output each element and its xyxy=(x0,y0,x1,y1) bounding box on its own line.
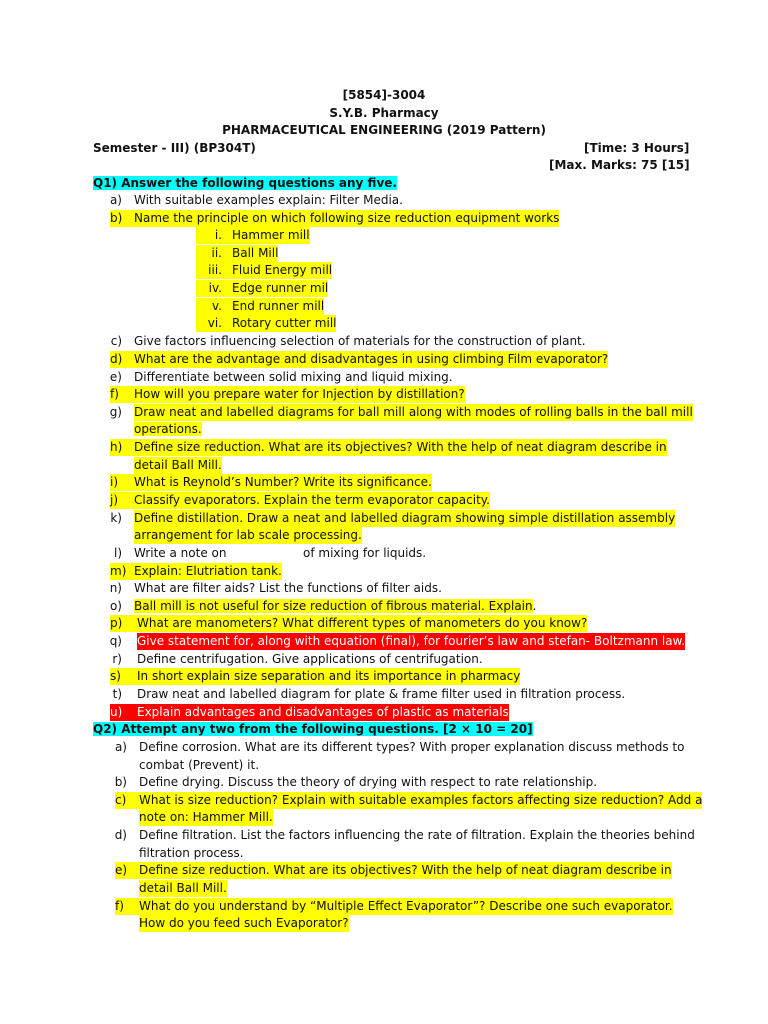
program-name: S.Y.B. Pharmacy xyxy=(329,106,439,120)
exam-page: [5854]-3004 S.Y.B. Pharmacy PHARMACEUTICAL ENGINEERING (2019 Pattern) Semester - III) (BP304T) [Time: 3 Hours] [Max. Marks: 75 [15] Q1) Answer the following questions any five. a) With suitable examples explain: Filter Media. b) Name the principle on which following size reduction equipment works i. Hammer mill ii. Ball Mill iii. Fluid Energy mill iv. Edge runner mil v. End runner mill vi. Rotary cutter mill c) Give factors influencing selection of materials for the construction of plant. d) What are the advantage and disadvantages in using climbing Film evaporator? e) Differentiate between solid mixing and liquid mixing. f) How will you prepare water for Injection by distillation? g) Draw neat and labelled diagrams for ball mill along with modes of rolling balls in the ball mill operations. h) Define size reduction. What are its objectives? With the help of neat diagram describe in detail Ball Mill. i) What is Reynold’s Number? Write its significance. j) Classify evaporators. Explain the term evaporator capacity. k) Define distillation. Draw a neat and labelled diagram showing simple distillation assembly arrangement for lab scale processing. l) Write a note on of mixing for liquids. m) Explain: Elutriation tank. n) What are filter aids? List the functions of filter aids. o) Ball mill is not useful for size reduction of fibrous material. Explain. p) What are manometers? What different types of manometers do you know? q) Give statement for, along with equation (final), for fourier’s law and stefan- Boltzmann law. r) Define centrifugation. Give applications of centrifugation. s) In short explain size separation and its importance in pharmacy t) Draw neat and labelled diagram for plate & frame filter used in filtration process. u) Explain advantages and disadvantages of plastic as materials Q2) Attempt any two from the following questions. [2 × 10 = 20] a) Define corrosion. What are its different types? With proper explanation discuss methods to combat (Prevent) it. b) Define drying. Discuss the theory of drying with respect to rate relationship. c) What is size reduction? Explain with suitable examples factors affecting size reduction? Add a note on: Hammer Mill. d) Define filtration. List the factors influencing the rate of filtration. Explain the theories behind filtration process. e) Define size reduction. What are its objectives? With the help of neat diagram describe in detail Ball Mill. f) What do you understand by “Multiple Effect Evaporator”? Describe one such evaporator. How do you feed such Evaporator? xyxy=(0,0,768,1024)
q2-title: Q2) Attempt any two from the following questions. [2 × 10 = 20] xyxy=(93,722,533,736)
marks-info: [Max. Marks: 75 [15] xyxy=(549,158,690,172)
q1-title: Q1) Answer the following questions any five. xyxy=(93,176,397,190)
time-info: [Time: 3 Hours] xyxy=(584,141,690,155)
semester-info: Semester - III) (BP304T) xyxy=(93,141,256,155)
paper-code: [5854]-3004 xyxy=(342,88,426,102)
subject-title: PHARMACEUTICAL ENGINEERING (2019 Pattern) xyxy=(222,123,546,137)
